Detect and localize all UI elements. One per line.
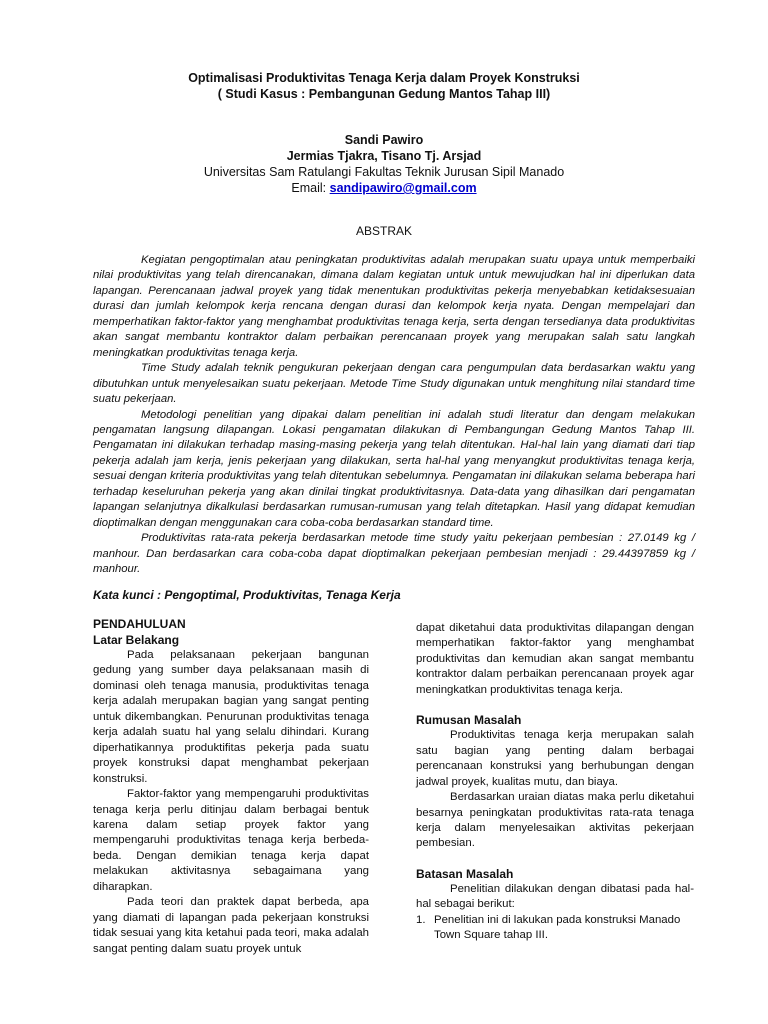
abstract-heading: ABSTRAK xyxy=(355,224,412,238)
paper-title-line1: Optimalisasi Produktivitas Tenaga Kerja dalam Proyek Konstruksi xyxy=(188,71,580,85)
right-column xyxy=(416,621,694,944)
abstract-paragraph: Kegiatan pengoptimalan atau peningkatan produktivitas adalah merupakan suatu upaya untuk memperbaiki nilai produktivitas yang telah direncanakan, dimana dalam kegiatan untuk untuk mewujudkan hal ini diperlukan data lapangan. Perencanaan jadwal proyek yang tidak menentukan produktivitas pekerja menyebabkan ketidaksesuaian durasi dan jumlah kelompok kerja rencana dengan durasi dan kelompok kerja nyata. Dengan mempelajari dan memperhatikan faktor-faktor yang menghambat produktivitas tenaga kerja, serta dengan tersedianya data produktivitas akan sangat membantu kontraktor dalam perbaikan perencanaan proyek yang merupakan salah satu langkah meningkatkan produktivitas tenaga kerja. xyxy=(93,254,695,359)
paper-title-line2: ( Studi Kasus : Pembangunan Gedung Mantos Tahap III) xyxy=(217,87,551,101)
subsection-problem-title: Rumusan Masalah xyxy=(416,713,522,728)
body-paragraph: Pada pelaksanaan pekerjaan bangunan gedung yang sumber daya pelaksanaan masih di dominasi oleh tenaga manusia, produktivitas tenaga kerja adalah merupakan bagian yang sangat penting untuk dikembangkan. Penurunan produktivitas tenaga kerja adalah suatu hal yang selalu dihindari. Kurang diperhatikannya produktifitas pekerja pada suatu proyek konstruksi dapat menghambat pekerjaan konstruksi. xyxy=(93,649,369,785)
abstract-body xyxy=(93,253,695,578)
subsection-scope-title: Batasan Masalah xyxy=(416,866,514,881)
abstract-paragraph: Time Study adalah teknik pengukuran pekerjaan dengan cara pengumpulan data berdasarkan waktu yang dibutuhkan untuk menyelesaikan suatu pekerjaan. Metode Time Study digunakan untuk menghitung nilai standard time suatu pekerjaan. xyxy=(93,362,695,406)
affiliation: Universitas Sam Ratulangi Fakultas Teknik Jurusan Sipil Manado xyxy=(203,165,565,179)
body-paragraph: Berdasarkan uraian diatas maka perlu diketahui besarnya peningkatan produktivitas rata-rata tenaga kerja dalam menyelesaikan aktivitas pekerjaan pembesian. xyxy=(416,791,694,850)
body-paragraph: Faktor-faktor yang mempengaruhi produktivitas tenaga kerja perlu ditinjau dalam berbagai bentuk karena dalam setiap proyek faktor yang mempengaruhi produktivitas tenaga kerja berbeda-beda. Dengan demikian tenaga kerja dapat melakukan aktivitasnya sebagaimana yang diharapkan. xyxy=(93,788,369,893)
body-paragraph: Pada teori dan praktek dapat berbeda, apa yang diamati di lapangan pada pekerjaan konstruksi tidak sesuai yang kita ketahui pada teori, maka adalah sangat penting dalam suatu proyek untuk xyxy=(93,896,369,955)
subsection-background-title: Latar Belakang xyxy=(93,633,180,647)
email-label: Email: xyxy=(291,181,330,195)
body-paragraph: Penelitian dilakukan dengan dibatasi pada hal-hal sebagai berikut: xyxy=(416,882,694,911)
list-text: Penelitian ini di lakukan pada konstruksi Manado Town Square tahap III. xyxy=(434,913,681,942)
body-paragraph: Produktivitas tenaga kerja merupakan salah satu bagian yang penting dalam berbagai perencanaan konstruksi yang berhubungan dengan jadwal proyek, kualitas mutu, dan biaya. xyxy=(416,729,694,788)
left-column xyxy=(93,616,369,957)
author-main: Sandi Pawiro xyxy=(344,133,424,147)
abstract-paragraph: Metodologi penelitian yang dipakai dalam penelitian ini adalah studi literatur dan dengam melakukan pengamatan langsung dilapangan. Lokasi pengamatan dilakukan di Pembangungan Gedung Mantos Tahap III. Pengamatan ini dilakukan terhadap masing-masing pekerja yang telah ditentukan. Hal-hal lain yang diamati dari tiap pekerja adalah jam kerja, jenis pekerjaan yang dilakukan, serta hal-hal yang menyangkut produktivitas tenaga kerja, sesuai dengan kriteria produktivitas yang telah ditentukan sebelumnya. Pengamatan ini dilakukan selama beberapa hari terhadap keseluruhan pekerja yang akan dinilai tingkat produktivitasnya. Data-data yang dihasilkan dari pengamatan lapangan selanjutnya dikalkulasi berdasarkan rumusan-rumusan yang telah ditetapkan. Hasil yang didapat kemudian dioptimalkan dengan menggunakan cara coba-coba berdasarkan standard time. xyxy=(93,408,695,529)
body-paragraph: dapat diketahui data produktivitas dilapangan dengan memperhatikan faktor-faktor yang menghambat produktivitas dan kemudian akan sangat membantu kontraktor dalam perbaikan perencanaan proyek agar meningkatkan produktivitas tenaga kerja. xyxy=(416,622,694,696)
list-number: 1. xyxy=(416,913,426,926)
abstract-paragraph: Produktivitas rata-rata pekerja berdasarkan metode time study yaitu pekerjaan pembesian : 27.0149 kg / manhour. Dan berdasarkan cara coba-coba dapat dioptimalkan pekerjaan pembesian menjadi : 29.44397859 kg / manhour. xyxy=(93,532,695,576)
author-others: Jermias Tjakra, Tisano Tj. Arsjad xyxy=(286,149,482,163)
section-intro-title: PENDAHULUAN xyxy=(93,617,186,631)
list-item xyxy=(416,913,694,944)
email-line xyxy=(0,180,768,196)
email-link[interactable]: sandipawiro@gmail.com xyxy=(329,181,477,195)
keywords: Kata kunci : Pengoptimal, Produktivitas, Tenaga Kerja xyxy=(93,588,401,602)
paper-header xyxy=(0,70,768,196)
author-block xyxy=(0,132,768,196)
